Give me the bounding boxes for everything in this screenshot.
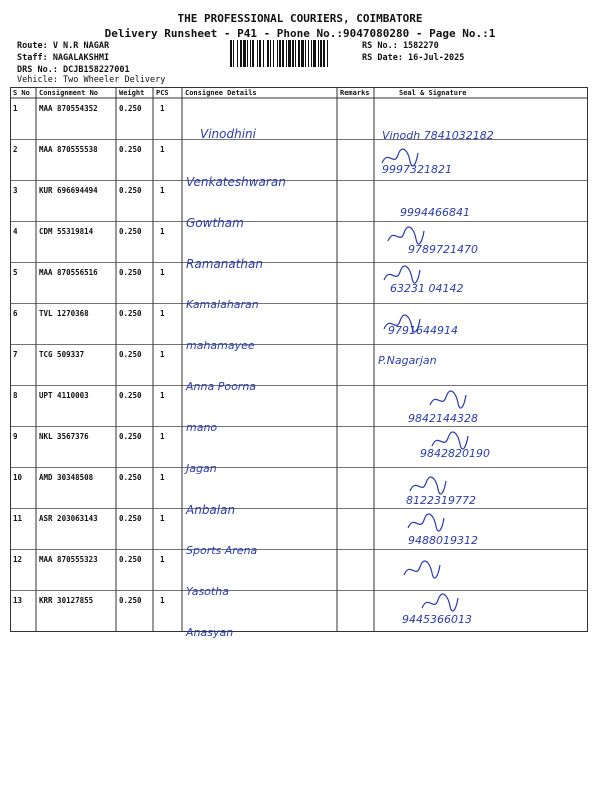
row-sno: 6 [13,309,18,318]
pcs-count: 1 [160,473,165,482]
recipient-phone-handwritten: 9994466841 [400,206,470,219]
table-row [10,180,588,230]
pcs-count: 1 [160,309,165,318]
signature-scribble [402,559,442,581]
weight-value: 0.250 [119,391,142,400]
table-row [10,508,588,557]
pcs-count: 1 [160,596,165,605]
signature-scribble [380,147,420,169]
row-sno: 12 [13,555,23,564]
consignment-number: ASR 203063143 [39,514,98,523]
pcs-count: 1 [160,555,165,564]
weight-value: 0.250 [119,104,142,113]
route-field: Route: V N.R NAGAR [17,41,110,51]
weight-value: 0.250 [119,432,142,441]
recipient-phone-handwritten: 9842820190 [420,447,490,460]
col-header-pcs: PCS [156,89,169,97]
table-row [10,590,588,639]
pcs-count: 1 [160,391,165,400]
consignment-number: NKL 3567376 [39,432,89,441]
consignee-name-handwritten: Anbalan [186,503,236,517]
weight-value: 0.250 [119,186,142,195]
recipient-phone-handwritten: 9789721470 [408,243,478,256]
signature-scribble [406,512,446,534]
consignment-number: MAA 870555538 [39,145,98,154]
pcs-count: 1 [160,432,165,441]
pcs-count: 1 [160,514,165,523]
recipient-phone-handwritten: 9791644914 [388,324,458,337]
pcs-count: 1 [160,104,165,113]
table-row [10,467,588,517]
signature-scribble [430,430,470,452]
row-sno: 4 [13,227,18,236]
rs-date: RS Date: 16-Jul-2025 [362,53,465,63]
runsheet-subtitle: Delivery Runsheet - P41 - Phone No.:9047080280 - Page No.:1 [104,27,496,40]
weight-value: 0.250 [119,473,142,482]
signature-scribble [382,264,422,286]
pcs-count: 1 [160,268,165,277]
barcode-image [229,40,357,67]
document-title: THE PROFESSIONAL COURIERS, COIMBATORE [177,12,423,25]
consignment-number: MAA 870556516 [39,268,98,277]
row-sno: 1 [13,104,18,113]
table-row [10,344,588,393]
weight-value: 0.250 [119,350,142,359]
signature-scribble [382,313,422,335]
consignment-number: MAA 870555323 [39,555,98,564]
consignee-name-handwritten: Sports Arena [186,544,258,557]
vehicle-field: Vehicle: Two Wheeler Delivery [17,75,166,85]
consignee-name-handwritten: Venkateshwaran [186,175,286,189]
weight-value: 0.250 [119,514,142,523]
signature-scribble [386,225,426,247]
runsheet-table [10,87,588,639]
col-header-remarks: Remarks [340,89,370,97]
consignee-name-handwritten: Kamalaharan [186,298,259,311]
recipient-phone-handwritten: P.Nagarjan [378,354,437,367]
table-row [10,303,588,352]
recipient-phone-handwritten: 63231 04142 [390,282,464,295]
recipient-phone-handwritten: Vinodh 7841032182 [382,129,494,142]
pcs-count: 1 [160,350,165,359]
col-header-consignee: Consignee Details [185,89,257,97]
consignee-name-handwritten: Anna Poorna [186,380,257,393]
consignment-number: KRR 30127855 [39,596,94,605]
consignee-name-handwritten: mano [186,421,218,434]
pcs-count: 1 [160,186,165,195]
col-header-weight: Weight [119,89,145,97]
row-sno: 8 [13,391,18,400]
consignment-number: MAA 870554352 [39,104,98,113]
table-row [10,262,588,311]
table-row [10,139,588,189]
pcs-count: 1 [160,227,165,236]
recipient-phone-handwritten: 8122319772 [406,494,476,507]
consignee-name-handwritten: Ramanathan [186,257,263,271]
consignee-name-handwritten: Jagan [186,462,217,475]
weight-value: 0.250 [119,268,142,277]
col-header-signature: Seal & Signature [399,89,467,97]
table-row [10,385,588,434]
consignment-number: TCG 509337 [39,350,85,359]
recipient-phone-handwritten: 9997321821 [382,163,452,176]
consignment-number: UPT 4110003 [39,391,89,400]
consignment-number: KUR 696694494 [39,186,98,195]
weight-value: 0.250 [119,227,142,236]
consignment-number: CDM 55319814 [39,227,94,236]
row-sno: 3 [13,186,18,195]
consignee-name-handwritten: Gowtham [186,216,244,230]
weight-value: 0.250 [119,145,142,154]
consignment-number: TVL 1270368 [39,309,89,318]
drs-number: DRS No.: DCJB158227001 [17,65,130,75]
row-sno: 11 [13,514,23,523]
col-header-sno: S No [13,89,30,97]
rs-number: RS No.: 1582270 [362,41,439,51]
row-sno: 9 [13,432,18,441]
recipient-phone-handwritten: 9445366013 [402,613,472,626]
consignee-name-handwritten: Anasyan [186,626,234,639]
row-sno: 7 [13,350,18,359]
signature-scribble [408,475,448,497]
row-sno: 2 [13,145,18,154]
consignee-name-handwritten: Yasotha [186,585,229,598]
table-row [10,98,588,142]
consignee-name-handwritten: mahamayee [186,339,255,352]
weight-value: 0.250 [119,555,142,564]
row-sno: 5 [13,268,18,277]
row-sno: 13 [13,596,23,605]
consignee-name-handwritten: Vinodhini [200,127,256,141]
table-row [10,549,588,598]
table-row [10,221,588,271]
signature-scribble [420,592,460,614]
consignment-number: AMD 30348508 [39,473,94,482]
weight-value: 0.250 [119,596,142,605]
col-header-consignment: Consignment No [39,89,99,97]
signature-scribble [428,389,468,411]
pcs-count: 1 [160,145,165,154]
staff-field: Staff: NAGALAKSHMI [17,53,110,63]
recipient-phone-handwritten: 9488019312 [408,534,478,547]
row-sno: 10 [13,473,23,482]
weight-value: 0.250 [119,309,142,318]
table-row [10,426,588,475]
recipient-phone-handwritten: 9842144328 [408,412,478,425]
